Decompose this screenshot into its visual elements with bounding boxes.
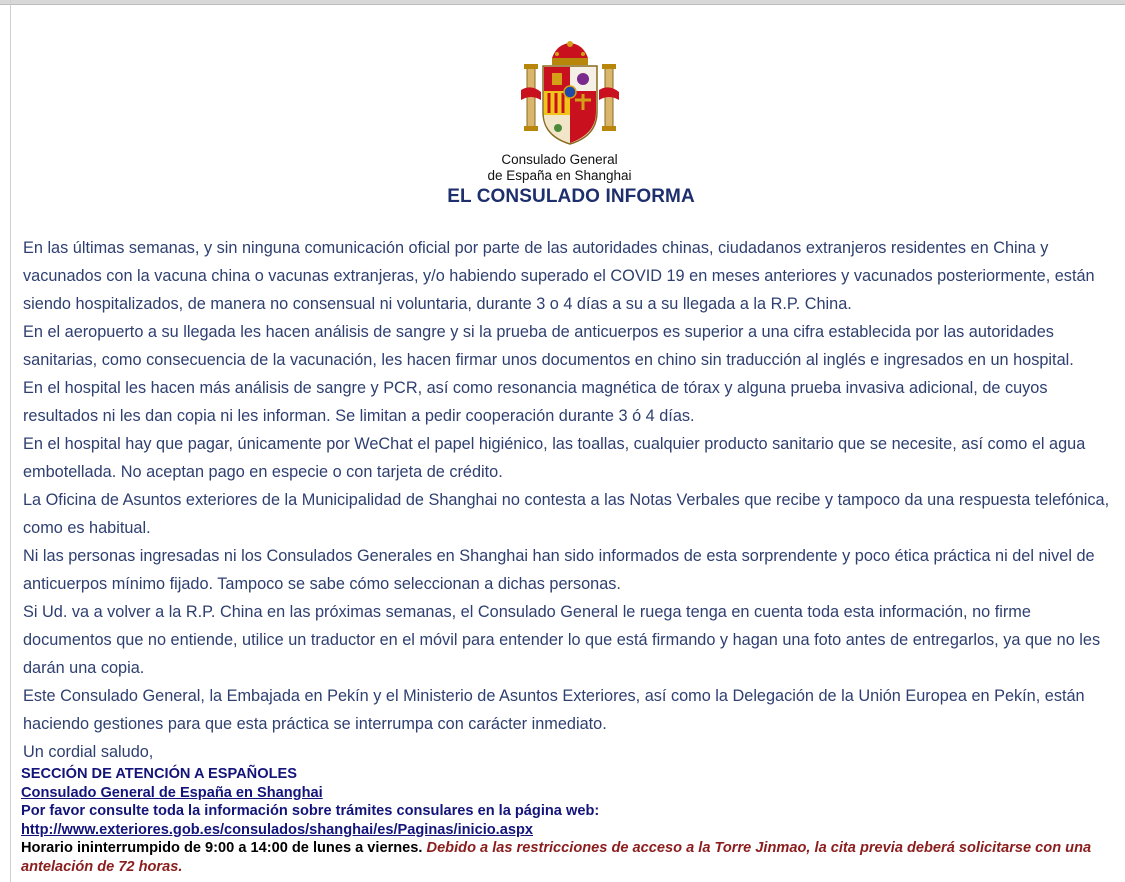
paragraph: Si Ud. va a volver a la R.P. China en las próximas semanas, el Consulado General le ruega tenga en cuenta toda esta información, no firme documentos que no entiende, utilice un traductor en el móvil para entender lo que está firmando y hagan una foto antes de entregarlos, ya que no les darán una copia. [23,603,1101,677]
paragraph: La Oficina de Asuntos exteriores de la Municipalidad de Shanghai no contesta a las Notas Verbales que recibe y tampoco da una respuesta telefónica, como es habitual. [23,491,1110,537]
hours-line [21,839,1121,876]
window-top-edge [0,0,1125,5]
paragraph: Ni las personas ingresadas ni los Consulados Generales en Shanghai han sido informados de esta sorprendente y poco ética práctica ni del nivel de anticuerpos mínimo fijado. Tampoco se sabe cómo seleccionan a dichas personas. [23,547,1095,593]
message-body [23,234,1118,766]
page-title: EL CONSULADO INFORMA [447,186,695,207]
paragraph: En el hospital hay que pagar, únicamente por WeChat el papel higiénico, las toallas, cualquier producto sanitario que se necesite, así como el agua embotellada. No aceptan pago en especie o con tarjeta de crédito. [23,435,1086,481]
website-link[interactable]: http://www.exteriores.gob.es/consulados/shanghai/es/Paginas/inicio.aspx [21,821,533,838]
spain-coat-of-arms-icon [519,40,621,150]
section-name: SECCIÓN DE ATENCIÓN A ESPAÑOLES [21,766,297,782]
window-left-edge [10,0,11,882]
info-text: Por favor consulte toda la información sobre trámites consulares en la página web: [21,803,600,819]
closing-greeting: Un cordial saludo, [23,743,154,761]
signature-block [21,765,1121,876]
consulate-name-line1: Consulado General [501,152,618,167]
consulate-link[interactable]: Consulado General de España en Shanghai [21,784,323,801]
office-hours: Horario ininterrumpido de 9:00 a 14:00 de lunes a viernes. [21,840,423,856]
consulate-name-line2: de España en Shanghai [487,168,632,183]
paragraph: En las últimas semanas, y sin ninguna comunicación oficial por parte de las autoridades chinas, ciudadanos extranjeros residentes en China y vacunados con la vacuna china o vacunas extranjeras, y/o habiendo superado el COVID 19 en meses anteriores y vacunados posteriormente, están siendo hospitalizados, de manera no consensual ni voluntaria, durante 3 o 4 días a su a su llegada a la R.P. China. [23,239,1095,313]
paragraph: En el hospital les hacen más análisis de sangre y PCR, así como resonancia magnética de tórax y alguna prueba invasiva adicional, de cuyos resultados ni les dan copia ni les informan. Se limitan a pedir cooperación durante 3 ó 4 días. [23,379,1048,425]
paragraph: En el aeropuerto a su llegada les hacen análisis de sangre y si la prueba de anticuerpos es superior a una cifra establecida por las autoridades sanitarias, como consecuencia de la vacunación, les hacen firmar unos documentos en chino sin traducción al inglés e ingresados en un hospital. [23,323,1074,369]
appointment-notice: Debido a las restricciones de acceso a la Torre Jinmao, la cita previa deberá solicitarse con una antelación de 72 horas. [21,840,1092,875]
paragraph: Este Consulado General, la Embajada en Pekín y el Ministerio de Asuntos Exteriores, así como la Delegación de la Unión Europea en Pekín, están haciendo gestiones para que esta práctica se interrumpa con carácter inmediato. [23,687,1085,733]
